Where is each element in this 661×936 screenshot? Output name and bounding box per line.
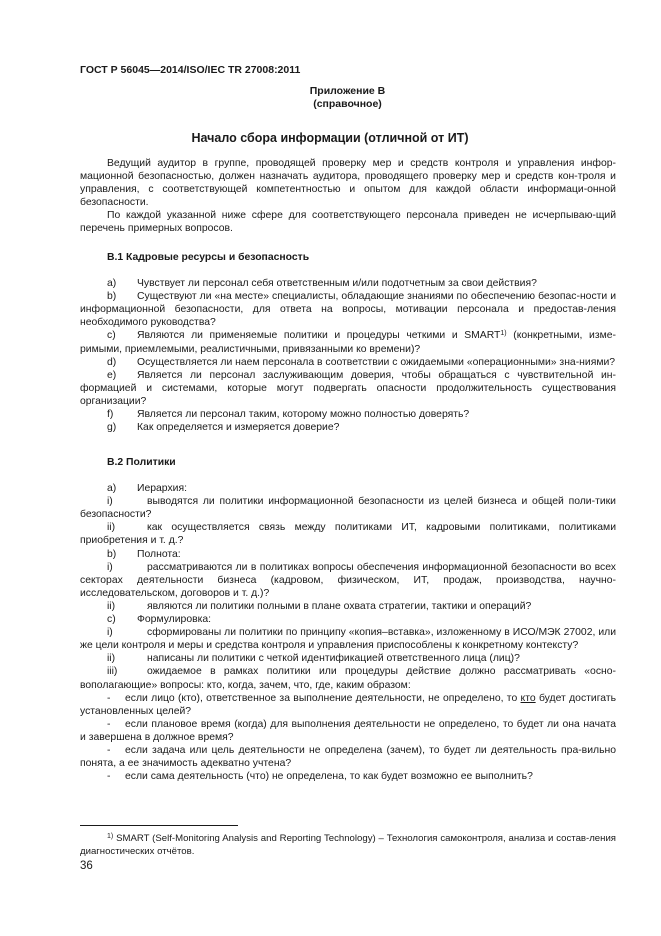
footnote-text: $^{1)}$ SMART (Self-Monitoring Analysis and Reporting Technology) – Технология самоконтроля, анализа и состав-ления диагностических отчётов. — [80, 833, 616, 857]
item-text: будет достигать установленных целей? — [80, 692, 616, 717]
item-text: если задача или цель деятельности не определена (зачем), то будет ли деятельность пра-вильно понята, а ее значимость адекватно учтена? — [80, 744, 616, 770]
list-item — [80, 421, 616, 434]
section-heading: В.2 Политики — [107, 457, 176, 468]
section-b2 — [80, 456, 616, 783]
item-text: Чувствует ли персонал себя ответственным и/или подотчетным за свои действия? — [137, 278, 537, 290]
list-item — [80, 652, 616, 665]
footnote-ref: 1) — [500, 330, 507, 338]
section-b1 — [80, 251, 616, 434]
item-text: Существуют ли «на месте» специалисты, обладающие знаниями по обеспечению безопас-ности и информационной безопасности, для ответа на вопросы, мотивации персонала и предостав-ления необходимого руководства? — [80, 291, 616, 329]
item-text: Является ли персонал заслуживающим доверия, чтобы обращаться с чувствительной ин-формацией и системами, которые могут подвергать опасности продолжительность существования организации? — [80, 369, 616, 407]
item-label: c) — [107, 330, 116, 342]
page-title: Начало сбора информации (отличной от ИТ) — [191, 131, 469, 145]
item-label: ii) — [107, 600, 116, 612]
item-text: Полнота: — [137, 548, 181, 560]
item-label: ii) — [107, 653, 116, 665]
dash-item — [80, 718, 616, 744]
list-item — [80, 495, 616, 521]
appendix-heading — [300, 85, 395, 111]
item-text: Является ли персонал таким, которому можно полностью доверять? — [137, 409, 470, 421]
item-text: если лицо (кто), ответственное за выполнение деятельности, не определено, то — [125, 692, 521, 704]
dash-marker: - — [107, 771, 111, 783]
item-text: Являются ли применяемые политики и процедуры четкими и SMART — [137, 330, 501, 342]
item-text: сформированы ли политики по принципу «копия–вставка», изложенному в ИСО/МЭК 27002, или же цели контроля и меры и средства контроля и управления приспособлены к конкретному контексту? — [80, 627, 616, 652]
item-text: являются ли политики полными в плане охвата стратегии, тактики и операций? — [147, 600, 532, 612]
footnote-mark: 1) — [107, 833, 114, 840]
list-item — [80, 600, 616, 613]
dash-marker: - — [107, 744, 111, 756]
item-text: как осуществляется связь между политиками ИТ, кадровыми политиками, политиками приобретения и т. д.? — [80, 522, 616, 547]
item-label: iii) — [107, 666, 118, 678]
item-label: i) — [107, 496, 113, 508]
dash-marker: - — [107, 718, 111, 730]
item-text: ожидаемое в рамках политики или процедуры действие должно рассматривать «осно-вополагающие» вопросы: кто, когда, зачем, что, где, каким образом: — [80, 666, 616, 691]
list-item — [80, 613, 616, 626]
item-label: i) — [107, 561, 113, 573]
intro-paragraph: По каждой указанной ниже сфере для соответствующего персонала приведен не исчерпываю-щий перечень примерных вопросов. — [80, 210, 616, 235]
section-heading: В.1 Кадровые ресурсы и безопасность — [107, 252, 310, 263]
list-item — [80, 521, 616, 547]
appendix-type: (справочное) — [313, 98, 382, 110]
item-label: i) — [107, 627, 113, 639]
item-text: Осуществляется ли наем персонала в соответствии с ожидаемыми «операционными» зна-ниями? — [137, 356, 616, 368]
item-text: Формулировка: — [137, 614, 212, 626]
item-label: ii) — [107, 522, 116, 534]
page-number: 36 — [80, 860, 93, 872]
item-text: если плановое время (когда) для выполнения деятельности не определено, то будет ли она начата и завершена в должное время? — [80, 718, 616, 743]
item-label: e) — [107, 369, 117, 381]
appendix-name: Приложение В — [309, 85, 386, 97]
list-item — [80, 665, 616, 691]
list-item — [80, 548, 616, 561]
item-text: Как определяется и измеряется доверие? — [137, 422, 340, 434]
footnote — [80, 833, 616, 858]
intro-paragraph: Ведущий аудитор в группе, проводящей проверку мер и средств контроля и управления инфор-мационной безопасностью, должен назначать аудитора, проводящего проверку мер и средств кон-троля и управления, с соответствующей компетентностью и опытом для каждой области информаци-онной безопасности. — [80, 158, 616, 209]
item-label: b) — [107, 291, 117, 303]
item-label: c) — [107, 614, 116, 626]
list-item — [80, 561, 616, 600]
footnote-divider — [80, 825, 238, 826]
list-item — [80, 356, 616, 369]
list-item — [80, 290, 616, 329]
item-text: написаны ли политики с четкой идентификацией ответственного лица (лиц)? — [147, 653, 520, 665]
item-label: a) — [107, 278, 117, 290]
item-text: Иерархия: — [137, 483, 187, 495]
item-label: g) — [107, 422, 117, 434]
standard-header: ГОСТ Р 56045—2014/ISO/IEC TR 27008:2011 — [80, 64, 301, 76]
item-label: b) — [107, 548, 117, 560]
underlined-word: кто — [520, 692, 536, 704]
item-text: выводятся ли политики информационной безопасности из целей бизнеса и общей поли-тики безопасности? — [80, 496, 616, 521]
dash-marker: - — [107, 692, 111, 704]
intro-text — [80, 157, 616, 236]
list-item — [80, 277, 616, 290]
list-item — [80, 626, 616, 652]
dash-item — [80, 770, 616, 783]
item-label: a) — [107, 483, 117, 495]
dash-item — [80, 744, 616, 770]
list-item — [80, 329, 616, 355]
item-text: (конкретными, изме-римыми, приемлемыми, реалистичными, привязанными ко времени)? — [80, 330, 616, 355]
item-text: рассматриваются ли в политиках вопросы обеспечения информационной безопасности во всех секторах деятельности бизнеса (кадровом, физическом, ИТ, продаж, производства, научно-исследовательском, договоров и т. д.)? — [80, 561, 616, 599]
dash-item — [80, 692, 616, 718]
item-label: f) — [107, 409, 114, 421]
item-label: d) — [107, 356, 117, 368]
list-item — [80, 408, 616, 421]
list-item — [80, 369, 616, 408]
list-item — [80, 482, 616, 495]
item-text: если сама деятельность (что) не определена, то как будет возможно ее выполнить? — [125, 771, 533, 783]
